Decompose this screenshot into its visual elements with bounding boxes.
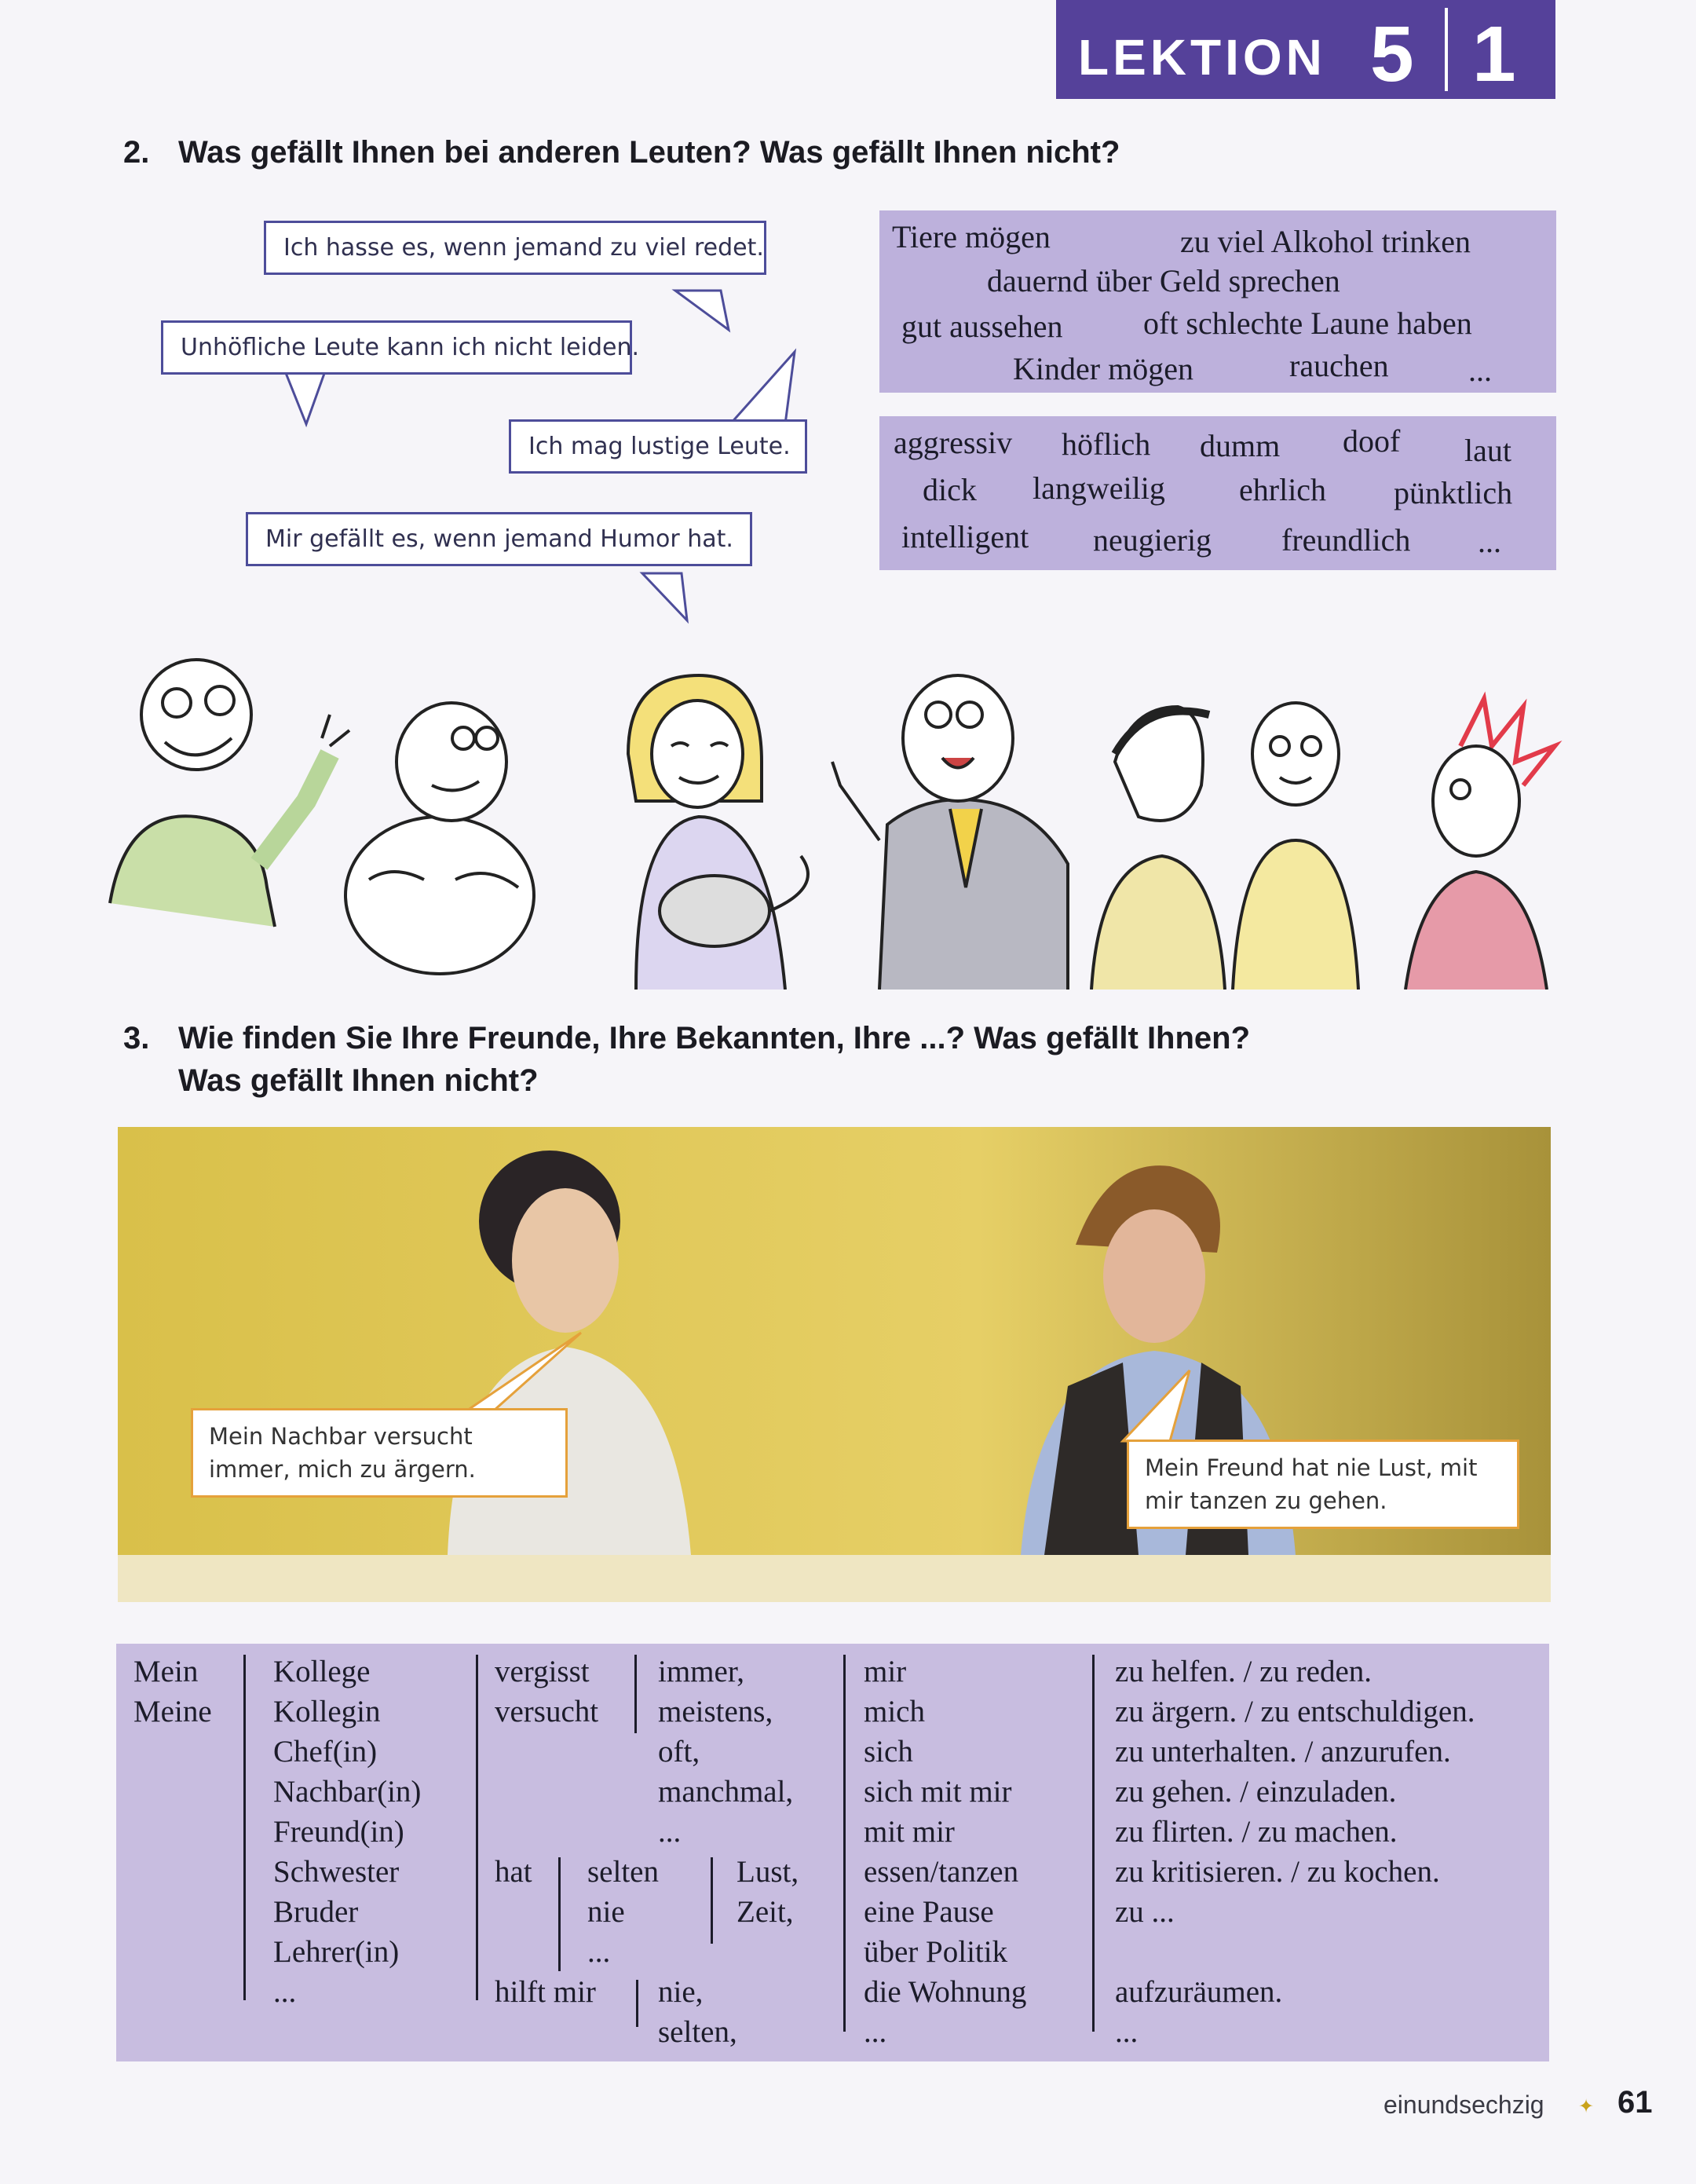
table-cell: immer,	[658, 1655, 744, 1688]
table-divider	[1092, 1655, 1095, 2032]
table-cell: versucht	[495, 1695, 599, 1729]
table-col-verbs	[495, 1652, 598, 1732]
task2-number: 2.	[123, 135, 150, 170]
table-divider	[636, 1980, 638, 2027]
table-cell-hilft: hilft mir	[495, 1975, 596, 2009]
table-col-hilft-adverbs	[658, 1972, 737, 2052]
lektion-label: LEKTION	[1078, 29, 1326, 86]
table-cell: manchmal,	[658, 1775, 794, 1809]
table-cell: ...	[273, 1975, 297, 2009]
adjective-word: dick	[923, 472, 977, 507]
table-cell: mich	[864, 1695, 925, 1729]
table-cell: Lust,	[737, 1855, 799, 1889]
table-col-possessive	[133, 1652, 212, 1732]
table-cell: zu helfen. / zu reden.	[1115, 1655, 1373, 1688]
cartoon-woman-with-cat	[628, 675, 808, 990]
table-cell: ...	[864, 2015, 887, 2049]
table-cell: Lehrer(in)	[273, 1935, 400, 1969]
adjective-word: pünktlich	[1394, 475, 1513, 510]
adjective-word: doof	[1343, 423, 1401, 459]
adjective-word: neugierig	[1093, 522, 1212, 558]
table-cell-hat: hat	[495, 1855, 532, 1889]
table-cell: Bruder	[273, 1895, 359, 1929]
lektion-number: 5	[1370, 10, 1414, 98]
activity-word: rauchen	[1289, 348, 1389, 383]
task3-number: 3.	[123, 1021, 150, 1055]
footer-ornament-icon: ✦	[1578, 2096, 1595, 2117]
table-col-persons	[273, 1652, 421, 2012]
table-cell: ...	[1115, 2015, 1139, 2049]
photo-bubble-tails	[118, 1127, 1551, 1602]
table-col-infinitives-end	[1115, 1972, 1282, 2052]
table-cell: Kollege	[273, 1655, 371, 1688]
adjective-word: langweilig	[1033, 470, 1165, 506]
activity-word: Kinder mögen	[1013, 351, 1193, 386]
task3-question-line2: Was gefällt Ihnen nicht?	[178, 1063, 539, 1098]
table-cell: zu gehen. / einzuladen.	[1115, 1775, 1397, 1809]
bubble-humor: Mir gefällt es, wenn jemand Humor hat.	[246, 512, 752, 566]
table-col-frequency	[658, 1652, 793, 1852]
table-cell: selten,	[658, 2015, 737, 2049]
table-cell: mit mir	[864, 1815, 955, 1849]
table-cell: zu unterhalten. / anzurufen.	[1115, 1735, 1451, 1769]
table-cell: Schwester	[273, 1855, 400, 1889]
activity-word: dauernd über Geld sprechen	[987, 263, 1340, 298]
table-divider	[634, 1655, 637, 1733]
footer-page-word: einundsechzig	[1383, 2091, 1544, 2119]
task3-question-line1: Wie finden Sie Ihre Freunde, Ihre Bekannten, Ihre ...? Was gefällt Ihnen?	[178, 1021, 1251, 1055]
table-cell: ...	[587, 1935, 611, 1969]
activity-word: oft schlechte Laune haben	[1143, 305, 1472, 341]
table-cell: oft,	[658, 1735, 700, 1769]
task3-heading	[123, 1017, 1250, 1102]
photo-two-women	[118, 1127, 1551, 1602]
table-cell: Zeit,	[737, 1895, 794, 1929]
activities-box	[879, 210, 1556, 393]
table-cell: nie,	[658, 1975, 704, 2009]
table-cell: mir	[864, 1655, 907, 1688]
table-cell: sich mit mir	[864, 1775, 1012, 1809]
adjective-word: laut	[1464, 433, 1511, 468]
activity-word: gut aussehen	[901, 309, 1063, 344]
table-col-pronouns	[864, 1652, 1026, 2052]
bubble-hate-talk: Ich hasse es, wenn jemand zu viel redet.	[264, 221, 766, 275]
table-cell: meistens,	[658, 1695, 773, 1729]
section-number: 1	[1472, 10, 1516, 98]
adjective-word: ...	[1478, 524, 1501, 559]
adjective-word: dumm	[1200, 428, 1281, 463]
adjectives-box	[879, 416, 1556, 570]
table-cell: Meine	[133, 1695, 212, 1729]
table-cell: Kollegin	[273, 1695, 381, 1729]
task2-question: Was gefällt Ihnen bei anderen Leuten? Was gefällt Ihnen nicht?	[178, 135, 1120, 170]
sentence-builder-table	[116, 1644, 1549, 2061]
table-cell: Freund(in)	[273, 1815, 404, 1849]
table-cell: die Wohnung	[864, 1975, 1027, 2009]
cartoon-man-profile	[1091, 707, 1225, 990]
table-col-hat-nouns	[737, 1852, 799, 1932]
table-cell: eine Pause	[864, 1895, 994, 1929]
table-cell: aufzuräumen.	[1115, 1975, 1283, 2009]
photo-bubble-neighbor: Mein Nachbar versucht immer, mich zu ärgern.	[191, 1408, 568, 1498]
table-cell: zu ärgern. / zu entschuldigen.	[1115, 1695, 1475, 1729]
adjective-word: aggressiv	[894, 425, 1013, 460]
cartoon-illustration	[94, 628, 1586, 990]
table-cell: selten	[587, 1855, 659, 1889]
table-cell: Nachbar(in)	[273, 1775, 422, 1809]
table-cell: ...	[658, 1815, 682, 1849]
footer-page-number: 61	[1617, 2085, 1653, 2120]
table-cell: Mein	[133, 1655, 199, 1688]
table-divider	[843, 1655, 846, 2032]
activity-word: ...	[1468, 353, 1492, 388]
table-divider	[243, 1655, 246, 2000]
photo-bubble-friend: Mein Freund hat nie Lust, mit mir tanzen zu gehen.	[1127, 1440, 1519, 1529]
table-col-infinitives	[1115, 1652, 1475, 1932]
cartoon-round-man	[345, 703, 534, 974]
table-divider	[711, 1857, 713, 1944]
table-cell: zu kritisieren. / zu kochen.	[1115, 1855, 1440, 1889]
adjective-word: intelligent	[901, 519, 1029, 554]
activity-word: zu viel Alkohol trinken	[1180, 224, 1471, 259]
cartoon-man-in-suit	[832, 675, 1068, 990]
table-cell: zu flirten. / zu machen.	[1115, 1815, 1398, 1849]
table-cell: über Politik	[864, 1935, 1008, 1969]
table-divider	[476, 1655, 478, 2000]
table-cell: Chef(in)	[273, 1735, 378, 1769]
adjective-word: ehrlich	[1239, 472, 1327, 507]
table-cell: sich	[864, 1735, 913, 1769]
cartoon-redhead-woman	[1405, 699, 1555, 990]
table-cell: zu ...	[1115, 1895, 1175, 1929]
cartoon-waving-man	[110, 660, 349, 927]
table-cell: vergisst	[495, 1655, 590, 1688]
bubble-funny-people: Ich mag lustige Leute.	[509, 419, 807, 474]
bubble-impolite: Unhöfliche Leute kann ich nicht leiden.	[161, 320, 632, 375]
adjective-word: höflich	[1062, 426, 1151, 462]
cartoon-young-man	[1233, 703, 1358, 990]
table-cell: nie	[587, 1895, 625, 1929]
adjective-word: freundlich	[1281, 522, 1411, 558]
table-cell: essen/tanzen	[864, 1855, 1019, 1889]
activity-word: Tiere mögen	[892, 219, 1051, 254]
table-col-hat-adverbs	[587, 1852, 659, 1972]
table-divider	[558, 1857, 561, 1971]
